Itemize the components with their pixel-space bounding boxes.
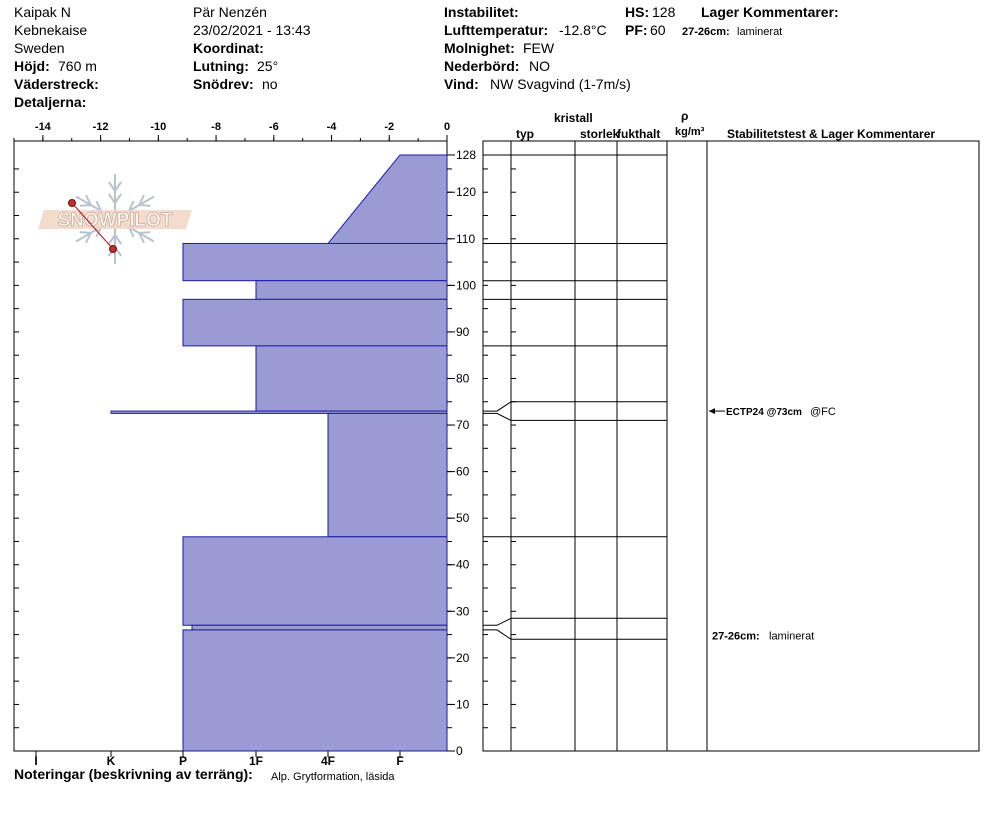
hardness-layer-9 (183, 630, 447, 751)
snowflake-branch (139, 205, 150, 206)
hardness-layer-7 (183, 537, 447, 625)
height-tick-label: 110 (456, 231, 476, 246)
logo-text: SNOWPILOT (57, 210, 173, 231)
notes-label: Noteringar (beskrivning av terräng): (14, 766, 253, 782)
height-tick-label: 100 (456, 278, 477, 293)
hardness-tick-label: P (178, 754, 188, 768)
pf-value: 60 (650, 22, 666, 38)
cloud-label: Molnighet: (444, 40, 515, 56)
coordinate-label: Koordinat: (193, 40, 264, 56)
hs-value: 128 (652, 4, 676, 20)
details-label: Detaljerna: (14, 94, 87, 110)
hardness-layer-6 (328, 413, 447, 536)
temp-tick-label: -6 (268, 121, 279, 133)
hardness-tick-label: 4F (320, 754, 336, 768)
slope-value: 25° (257, 58, 279, 74)
instability-label: Instabilitet: (444, 4, 519, 20)
layer-comments-label: Lager Kommentarer: (701, 4, 839, 20)
precip-value: NO (529, 58, 550, 74)
country: Sweden (14, 40, 65, 56)
layer-comment-range: 27-26cm: (682, 26, 730, 38)
datetime: 23/02/2021 - 13:43 (193, 22, 311, 38)
precip-label: Nederbörd: (444, 58, 520, 74)
kristall-header: kristall (554, 111, 593, 125)
hardness-layer-3 (183, 299, 447, 346)
table-connector (483, 402, 511, 411)
height-tick-label: 10 (456, 697, 470, 712)
typ-header: typ (516, 127, 534, 141)
height-tick-label: 20 (456, 650, 470, 665)
ect-label: ECTP24 @73cm (726, 407, 802, 419)
fukthalt-header: fukthalt (617, 127, 661, 141)
layer-note-range: 27-26cm: (712, 630, 760, 643)
height-tick-label: 90 (456, 324, 470, 339)
table-connector (483, 413, 511, 420)
density-unit-header: kg/m³ (675, 126, 705, 138)
height-tick-label: 0 (456, 744, 463, 758)
notes-value: Alp. Grytformation, läsida (271, 771, 395, 783)
ect-arrow-head (709, 408, 715, 414)
storlek-header: storlek (580, 127, 620, 141)
elevation-label: Höjd: (14, 58, 50, 74)
ect-extra: @FC (810, 406, 836, 419)
table-connector (483, 618, 511, 625)
snowflake-branch (139, 232, 150, 233)
rho-header: ρ (681, 109, 689, 123)
height-tick-label: 128 (456, 147, 477, 162)
temp-tick-label: -8 (211, 121, 221, 133)
logo-dot (110, 246, 117, 253)
slope-label: Lutning: (193, 58, 249, 74)
observer: Pär Nenzén (193, 4, 267, 20)
snowflake-branch (80, 205, 91, 206)
height-tick-label: 120 (456, 185, 477, 200)
hardness-tick-label: F (396, 754, 404, 768)
height-tick-label: 70 (456, 418, 470, 433)
layer-note-text: laminerat (769, 630, 815, 643)
hardness-layer-4 (256, 346, 447, 411)
snowflake-branch (80, 232, 91, 233)
hardness-tick-label: 1F (248, 754, 264, 768)
hardness-tick-label: K (106, 754, 116, 768)
elevation-value: 760 m (58, 58, 97, 74)
area: Kebnekaise (14, 22, 88, 38)
logo-dot (69, 200, 76, 207)
hs-label: HS: (625, 4, 650, 20)
temp-tick-label: 0 (443, 121, 451, 133)
wind-value: NW Svagvind (1-7m/s) (490, 76, 631, 92)
pf-label: PF: (625, 22, 648, 38)
hardness-layer-8 (192, 625, 447, 630)
wind-label: Vind: (444, 76, 479, 92)
height-tick-label: 50 (456, 511, 470, 526)
temp-tick-label: -12 (92, 121, 109, 133)
height-tick-label: 40 (456, 557, 470, 572)
aspect-label: Väderstreck: (14, 76, 99, 92)
airtemp-value: -12.8°C (559, 22, 607, 38)
table-frame (483, 141, 979, 751)
drift-label: Snödrev: (193, 76, 254, 92)
temp-tick-label: -14 (34, 121, 51, 133)
airtemp-label: Lufttemperatur: (444, 22, 549, 38)
stability-header: Stabilitetstest & Lager Kommentarer (727, 127, 936, 141)
location: Kaipak N (14, 4, 71, 20)
temp-tick-label: -4 (326, 121, 337, 133)
hardness-layer-1 (183, 243, 447, 280)
temp-tick-label: -2 (384, 121, 395, 133)
drift-value: no (262, 76, 278, 92)
height-tick-label: 30 (456, 604, 470, 619)
temp-tick-label: -10 (150, 121, 167, 133)
hardness-tick-label: I (34, 754, 38, 768)
height-tick-label: 80 (456, 371, 470, 386)
cloud-value: FEW (523, 40, 555, 56)
layer-comment-text: laminerat (737, 26, 783, 38)
hardness-layer-2 (256, 281, 447, 300)
height-tick-label: 60 (456, 464, 470, 479)
hardness-layer-0 (328, 155, 447, 243)
